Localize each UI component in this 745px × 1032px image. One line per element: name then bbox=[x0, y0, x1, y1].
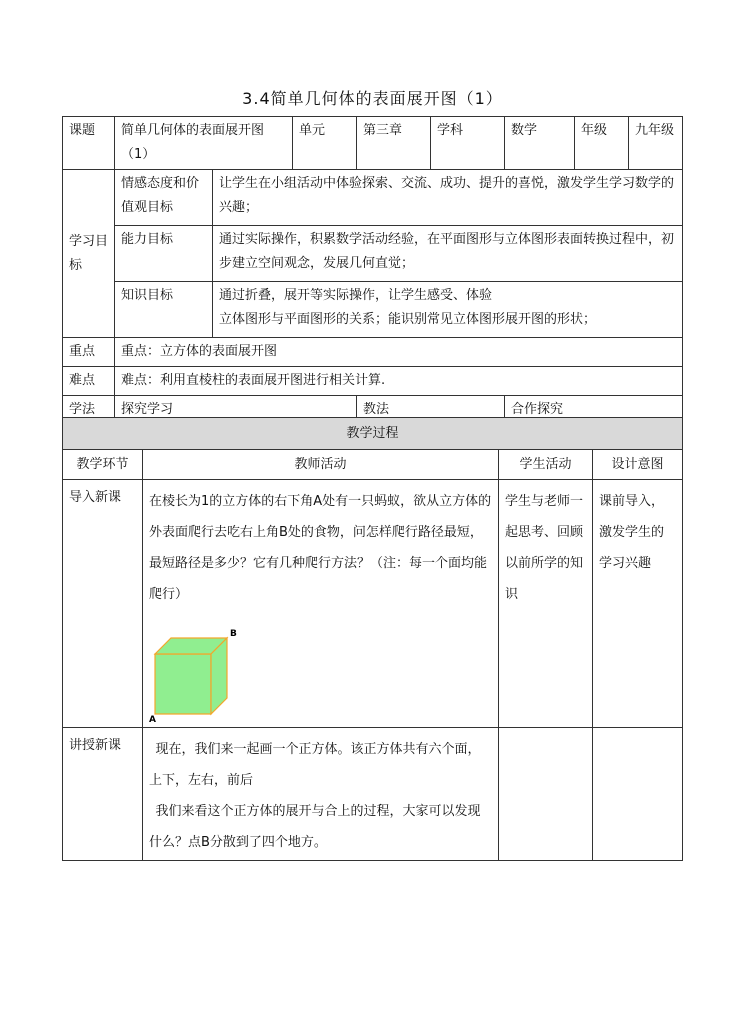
column-header-student: 学生活动 bbox=[499, 450, 593, 480]
goals-label: 学习目标 bbox=[63, 170, 115, 338]
teacher-activity-intro-text: 在棱长为1的立方体的右下角A处有一只蚂蚁，欲从立方体的外表面爬行去吃右上角B处的食物，问怎样爬行路径最短，最短路径是多少？它有几种爬行方法？（注：每一个面均能爬行） bbox=[149, 494, 492, 602]
subject-value: 数学 bbox=[505, 117, 575, 170]
grade-label: 年级 bbox=[575, 117, 629, 170]
column-header-stage: 教学环节 bbox=[63, 450, 143, 480]
teacher-activity-intro bbox=[143, 480, 499, 728]
process-header: 教学过程 bbox=[63, 418, 683, 450]
design-intent-new-lesson bbox=[593, 728, 683, 861]
design-intent-intro: 课前导入，激发学生的学习兴趣 bbox=[593, 480, 683, 728]
cube-diagram bbox=[149, 616, 279, 724]
subject-label: 学科 bbox=[431, 117, 505, 170]
difficulty-text: 难点：利用直棱柱的表面展开图进行相关计算. bbox=[115, 367, 683, 396]
key-point-label: 重点 bbox=[63, 338, 115, 367]
column-header-teacher: 教师活动 bbox=[143, 450, 499, 480]
topic-value: 简单几何体的表面展开图（1） bbox=[115, 117, 293, 170]
page-title: 3.4简单几何体的表面展开图（1） bbox=[242, 89, 503, 108]
teaching-process-table bbox=[62, 417, 683, 861]
stage-new-lesson: 讲授新课 bbox=[63, 728, 143, 861]
cube-front-face bbox=[155, 654, 211, 714]
goal-text-knowledge-line1: 通过折叠，展开等实际操作，让学生感受、体验 bbox=[219, 288, 493, 303]
goal-text-emotion: 让学生在小组活动中体验探索、交流、成功、提升的喜悦，激发学生学习数学的兴趣； bbox=[213, 170, 683, 226]
course-info-table bbox=[62, 116, 683, 425]
goal-text-knowledge-line2: 立体图形与平面图形的关系；能识别常见立体图形展开图的形状； bbox=[219, 312, 597, 327]
goal-name-ability: 能力目标 bbox=[115, 226, 213, 282]
method-label: 学法 bbox=[63, 396, 115, 425]
goal-text-ability: 通过实际操作，积累数学活动经验，在平面图形与立体图形表面转换过程中，初步建立空间观念，发展几何直觉； bbox=[213, 226, 683, 282]
cube-figure bbox=[149, 616, 492, 724]
stage-intro: 导入新课 bbox=[63, 480, 143, 728]
cube-label-a: A bbox=[149, 715, 156, 724]
unit-value: 第三章 bbox=[357, 117, 431, 170]
grade-value: 九年级 bbox=[629, 117, 683, 170]
teach-method-value: 合作探究 bbox=[505, 396, 683, 425]
difficulty-label: 难点 bbox=[63, 367, 115, 396]
student-activity-new-lesson bbox=[499, 728, 593, 861]
teacher-activity-new-lesson bbox=[143, 728, 499, 861]
key-point-text: 重点：立方体的表面展开图 bbox=[115, 338, 683, 367]
teacher-activity-new-lesson-p1: 现在，我们来一起画一个正方体。该正方体共有六个面，上下，左右，前后 bbox=[149, 742, 481, 788]
method-value: 探究学习 bbox=[115, 396, 357, 425]
goal-name-knowledge: 知识目标 bbox=[115, 282, 213, 338]
teacher-activity-new-lesson-p2: 我们来看这个正方体的展开与合上的过程，大家可以发现什么？点B分散到了四个地方。 bbox=[149, 804, 481, 850]
topic-label: 课题 bbox=[63, 117, 115, 170]
goal-text-knowledge bbox=[213, 282, 683, 338]
column-header-intent: 设计意图 bbox=[593, 450, 683, 480]
cube-label-b: B bbox=[230, 629, 237, 639]
goal-name-emotion: 情感态度和价值观目标 bbox=[115, 170, 213, 226]
student-activity-intro: 学生与老师一起思考、回顾以前所学的知识 bbox=[499, 480, 593, 728]
teach-method-label: 教法 bbox=[357, 396, 505, 425]
unit-label: 单元 bbox=[293, 117, 357, 170]
